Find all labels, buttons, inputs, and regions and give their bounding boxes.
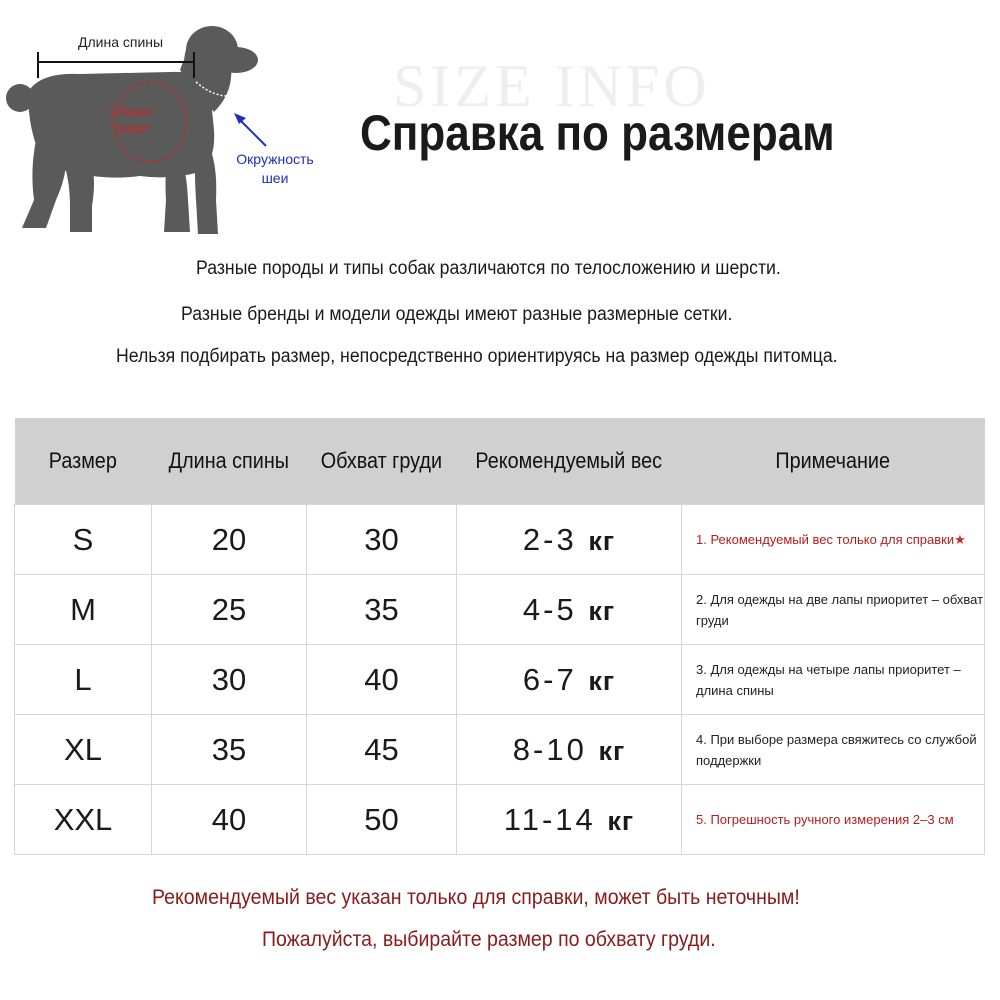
cell-size: M [15, 575, 152, 645]
neck-label-line1: Окружность [236, 151, 314, 167]
note-text: 3. Для одежды на четыре лапы приоритет – длина спины [696, 661, 961, 698]
star-icon: ★ [954, 532, 966, 547]
cell-weight [457, 785, 682, 855]
weight-range: 11-14 [503, 801, 596, 837]
back-length-label: Длина спины [78, 34, 164, 50]
neck-label-line2: шеи [261, 170, 289, 186]
cell-size: XL [15, 715, 152, 785]
table-row [15, 575, 985, 645]
header-back-length: Длина спины [152, 418, 307, 505]
weight-range: 4-5 [522, 591, 577, 627]
weight-range: 2-3 [522, 521, 577, 557]
dog-silhouette-icon [0, 0, 330, 250]
cell-weight [457, 645, 682, 715]
cell-back-length: 30 [152, 645, 307, 715]
table-row [15, 715, 985, 785]
cell-back-length: 20 [152, 505, 307, 575]
weight-range: 6-7 [522, 661, 577, 697]
weight-unit: кг [598, 735, 626, 766]
cell-chest-girth: 50 [307, 785, 457, 855]
chest-label-line1: Обхват [110, 104, 154, 119]
cell-note [682, 645, 985, 715]
cell-chest-girth: 30 [307, 505, 457, 575]
neck-girth-label [230, 150, 320, 188]
weight-unit: кг [588, 665, 616, 696]
cell-back-length: 25 [152, 575, 307, 645]
table-row [15, 505, 985, 575]
cell-chest-girth: 35 [307, 575, 457, 645]
chest-girth-label [102, 104, 162, 136]
cell-weight [457, 575, 682, 645]
cell-note [682, 505, 985, 575]
weight-unit: кг [588, 525, 616, 556]
cell-back-length: 35 [152, 715, 307, 785]
table-row [15, 645, 985, 715]
cell-chest-girth: 45 [307, 715, 457, 785]
intro-line: Разные бренды и модели одежды имеют разные размерные сетки. [181, 304, 733, 325]
cell-back-length: 40 [152, 785, 307, 855]
header-weight: Рекомендуемый вес [457, 418, 682, 505]
weight-unit: кг [607, 805, 635, 836]
chest-label-line2: груди [115, 120, 149, 135]
header-chest-girth: Обхват груди [307, 418, 457, 505]
note-text: 5. Погрешность ручного измерения 2–3 см [696, 812, 954, 827]
page-title: Справка по размерам [360, 105, 835, 161]
dog-size-diagram [0, 0, 330, 250]
cell-size: XXL [15, 785, 152, 855]
table-row [15, 785, 985, 855]
cell-note [682, 785, 985, 855]
cell-note [682, 715, 985, 785]
weight-unit: кг [588, 595, 616, 626]
note-text: 4. При выборе размера свяжитесь со службой поддержки [696, 731, 977, 768]
table-header-row [15, 418, 985, 505]
cell-weight [457, 715, 682, 785]
cell-size: L [15, 645, 152, 715]
cell-size: S [15, 505, 152, 575]
header-size: Размер [15, 418, 152, 505]
intro-line: Разные породы и типы собак различаются по телосложению и шерсти. [196, 258, 781, 279]
cell-chest-girth: 40 [307, 645, 457, 715]
cell-weight [457, 505, 682, 575]
note-text: 1. Рекомендуемый вес только для справки [696, 532, 955, 547]
watermark-text: SIZE INFO [393, 53, 711, 119]
note-text: 2. Для одежды на две лапы приоритет – обхват груди [696, 591, 984, 628]
header-note: Примечание [682, 418, 985, 505]
intro-line: Нельзя подбирать размер, непосредственно ориентируясь на размер одежды питомца. [116, 346, 838, 367]
cell-note [682, 575, 985, 645]
weight-range: 8-10 [512, 731, 587, 767]
footer-advice: Пожалуйста, выбирайте размер по обхвату груди. [262, 928, 716, 951]
size-table [14, 418, 985, 855]
footer-warning: Рекомендуемый вес указан только для справки, может быть неточным! [152, 886, 800, 909]
